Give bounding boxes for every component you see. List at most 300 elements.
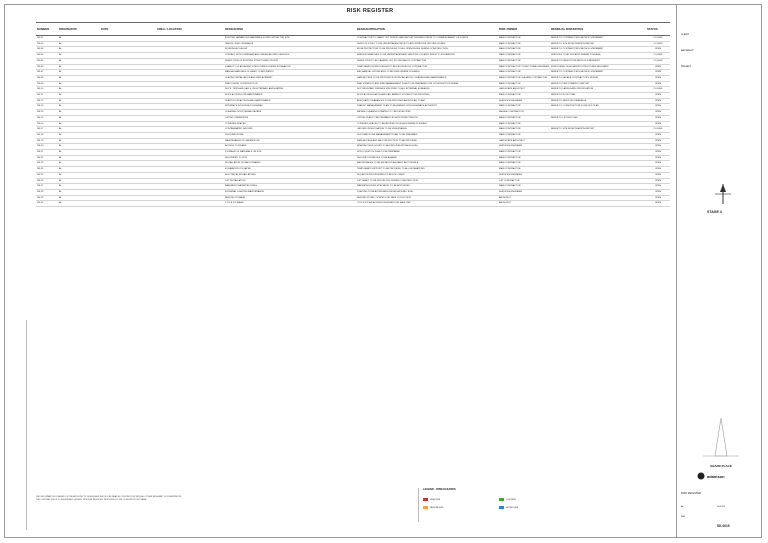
table-cell-area <box>156 173 224 178</box>
table-cell-date <box>100 150 156 155</box>
table-cell-risk: DUST AND NOISE <box>225 133 244 136</box>
table-cell-area <box>156 76 224 81</box>
table-cell-date <box>100 82 156 87</box>
table-cell-date <box>100 196 156 201</box>
table-cell-date <box>100 53 156 58</box>
table-cell-orig: AL <box>59 88 62 91</box>
table-cell-mitigation: RISER ACCESS DOORS TO BE PROVIDED AT EACH LEVEL <box>357 145 419 148</box>
table-cell-orig: AL <box>59 168 62 171</box>
table-cell-owner: LANDSCAPE ARCHITECT <box>499 139 526 142</box>
table-header <box>36 22 670 36</box>
table-cell-date <box>100 139 156 144</box>
table-cell-status: OPEN <box>654 111 662 114</box>
table-cell-status: OPEN <box>654 48 662 51</box>
table-cell-notes <box>550 190 646 195</box>
table-cell-date <box>100 47 156 52</box>
table-cell-mitigation: DESKTOP STUDY TO BE UNDERTAKEN PRIOR TO ANY INTRUSIVE GROUND WORKS <box>357 42 446 45</box>
table-cell-owner: MAIN CONTRACTOR <box>499 37 521 39</box>
project-name: SHARD PLACE <box>710 464 732 468</box>
table-cell-num: DR-18 <box>37 133 44 136</box>
table-cell-risk: LIFTING OPERATIONS <box>225 116 249 119</box>
project-label: PROJECT <box>681 66 692 68</box>
table-cell-notes <box>550 150 646 155</box>
table-cell-date <box>100 173 156 178</box>
title-block <box>676 4 763 538</box>
table-cell-owner: SERVICES ENGINEER <box>499 145 523 148</box>
table-cell-notes: REFER TO CONTRACTOR'S METHOD STATEMENT <box>551 37 604 39</box>
table-cell-risk: INSTALLATION OF BALUSTRADES <box>225 162 261 165</box>
table-cell-risk: CLEANING OF EXTERNAL FACADE <box>225 111 262 114</box>
legend-label: HIGH RISK <box>430 498 441 501</box>
table-cell-status: OPEN <box>654 82 662 85</box>
table-cell-num: DR-05 <box>37 59 44 62</box>
table-cell-date <box>100 42 156 47</box>
table-cell-mitigation: LIFT SHAFT TO BE PROTECTED DURING CONSTRUCTION <box>357 179 418 182</box>
table-cell-orig: AL <box>59 145 62 148</box>
table-cell-notes <box>550 167 646 172</box>
table-cell-risk: GLAZING INSTALLATION AND REPLACEMENT <box>225 76 273 79</box>
table-cell-risk: ACCESS TO RISERS <box>225 145 247 148</box>
table-cell-status: OPEN <box>654 145 662 148</box>
table-cell-status: OPEN <box>654 94 662 97</box>
table-cell-status: OPEN <box>654 65 662 68</box>
table-cell-area <box>156 133 224 138</box>
table-cell-owner: LANDSCAPE ARCHITECT <box>499 88 526 91</box>
client-block <box>681 34 759 41</box>
table-cell-orig: AL <box>59 71 62 74</box>
table-cell-status: OPEN <box>654 105 662 108</box>
legend-title: LEGEND - RISK/HAZARDS <box>423 488 456 491</box>
low-risk-swatch <box>499 498 504 501</box>
note-line: THIS INFORMATION IS BASED ON THE ARCHITECT'S DESIGN AND SHOULD BE READ IN CONJUNCTION WITH ALL OTHER RELEVANT DOCUMENTATION. <box>36 496 182 498</box>
table-cell-status: OPEN <box>654 185 662 188</box>
table-cell-owner: MAIN CONTRACTOR <box>499 82 521 85</box>
table-cell-notes: REFER TO FACADE CONTRACTOR'S DESIGN <box>551 76 599 79</box>
legend-item-low <box>499 498 516 501</box>
table-cell-num: DR-28 <box>37 190 44 193</box>
table-cell-date <box>100 76 156 81</box>
risk-register-table <box>36 22 670 207</box>
table-cell-mitigation: FACADE CLEANING STRATEGY TO BE DEVELOPED <box>357 111 411 114</box>
column-header: NUMBER <box>37 27 50 31</box>
table-cell-risk: STORAGE OF MATERIALS ON SITE <box>225 151 262 154</box>
table-cell-mitigation: REFUSE STORE LOCATED FOR SAFE COLLECTION <box>357 196 411 199</box>
table-cell-area <box>156 93 224 98</box>
table-cell-risk: PLANT ROOM ACCESS AND MAINTENANCE <box>225 99 271 102</box>
table-cell-orig: AL <box>59 105 62 108</box>
table-cell-orig: AL <box>59 111 62 114</box>
table-cell-num: DR-17 <box>37 128 44 131</box>
legend-item-noted <box>499 506 518 509</box>
table-cell-num: DR-02 <box>37 42 44 45</box>
table-cell-orig: AL <box>59 48 62 51</box>
table-cell-risk: ELECTRICAL INSTALLATIONS <box>225 173 256 176</box>
table-cell-area <box>156 59 224 64</box>
table-cell-status: OPEN <box>654 76 662 79</box>
legend-item-high <box>423 498 440 501</box>
table-cell-risk: CONTACT WITH OVERHEAD AND UNDERGROUND SERVICES <box>225 54 290 57</box>
table-cell-num: DR-16 <box>37 122 44 125</box>
column-header: AREA / LOCATION <box>157 27 182 31</box>
general-notes <box>36 496 406 502</box>
table-cell-date <box>100 190 156 195</box>
table-cell-area <box>156 87 224 92</box>
table-cell-date <box>100 201 156 206</box>
column-header: DESIGN MITIGATION <box>357 27 385 31</box>
table-cell-notes: REFER TO DEMOLITION METHOD STATEMENT <box>551 59 600 62</box>
table-cell-num: DR-21 <box>37 151 44 154</box>
table-cell-area <box>156 99 224 104</box>
table-cell-notes <box>550 110 646 115</box>
table-cell-orig: AL <box>59 173 62 176</box>
table-cell-risk: DELIVERIES TO SITE <box>225 156 247 159</box>
table-cell-num: DR-14 <box>37 111 44 114</box>
table-cell-date <box>100 167 156 172</box>
table-cell-num: DR-25 <box>37 173 44 176</box>
table-cell-mitigation: LIFTING PLAN TO BE PREPARED BY APPOINTED PERSON <box>357 116 418 119</box>
table-cell-area <box>156 53 224 58</box>
table-cell-area <box>156 139 224 144</box>
table-cell-num: DR-01 <box>37 37 44 39</box>
table-cell-notes <box>550 173 646 178</box>
table-cell-mitigation: SAFE ACCESS TO BE PROVIDED FOR INSTALLATION, CLEANING AND MAINTENANCE <box>357 76 447 79</box>
table-cell-notes <box>550 196 646 201</box>
revision-spine <box>6 320 27 530</box>
table-cell-area <box>156 127 224 132</box>
table-cell-num: DR-03 <box>37 48 44 51</box>
column-header: RISK OWNER <box>499 27 518 31</box>
table-cell-notes: REFER TO FIRE STRATEGY REPORT <box>551 82 590 85</box>
table-cell-date <box>100 156 156 161</box>
noted-risk-swatch <box>499 506 504 509</box>
table-cell-date <box>100 104 156 109</box>
table-cell-notes <box>550 179 646 184</box>
table-cell-owner: MAIN CONTRACTOR <box>499 122 521 125</box>
legend-item-medium <box>423 506 443 509</box>
table-cell-mitigation: CYCLE STORE ACCESS DESIGNED FOR SAFE USE <box>357 202 411 205</box>
legend <box>418 488 670 522</box>
table-cell-status: OPEN <box>654 156 662 159</box>
table-cell-area <box>156 42 224 47</box>
table-cell-date <box>100 116 156 121</box>
table-cell-mitigation: TRAFFIC MANAGEMENT PLAN TO BE AGREED WITH HIGHWAYS AUTHORITY <box>357 105 438 108</box>
table-cell-risk: CYCLE STORAGE <box>225 202 244 205</box>
table-cell-date <box>100 70 156 75</box>
table-cell-mitigation: CONTRACTOR TO CARRY OUT SURVEY AND REPORT FINDINGS PRIOR TO COMMENCEMENT OF WORKS <box>357 37 469 39</box>
table-cell-notes: MONITORING OF ADJACENT STRUCTURES REQUIRED <box>551 65 609 68</box>
table-cell-notes <box>550 184 646 189</box>
table-cell-owner: LIFT CONTRACTOR <box>499 179 520 182</box>
table-cell-mitigation: TEMPORARY SUPPORT TO BE PROVIDED TO ALL EXCAVATIONS <box>357 168 425 171</box>
architect-label: ARCHITECT <box>681 50 694 52</box>
table-cell-area <box>156 144 224 149</box>
table-cell-risk: FIRE DURING CONSTRUCTION <box>225 82 258 85</box>
table-cell-num: DR-09 <box>37 82 44 85</box>
table-cell-orig: AL <box>59 42 62 45</box>
table-cell-status: OPEN <box>654 116 662 119</box>
table-cell-status: OPEN <box>654 99 662 102</box>
table-cell-owner: SERVICES ENGINEER <box>499 173 523 176</box>
table-cell-notes: REFER TO LIFTING PLAN <box>551 116 578 119</box>
table-cell-mitigation: WATERPROOFING SPECIALIST TO BE APPOINTED <box>357 185 410 188</box>
table-cell-orig: AL <box>59 128 62 131</box>
table-cell-owner: FACADE CONTRACTOR <box>499 111 524 114</box>
drawn-by: AL <box>681 506 684 508</box>
table-cell-area <box>156 122 224 127</box>
table-cell-owner: MAIN CONTRACTOR <box>499 128 521 131</box>
table-cell-num: DR-23 <box>37 162 44 165</box>
table-cell-date <box>100 93 156 98</box>
table-cell-notes: REFER TO CONTRACTOR'S METHOD STATEMENT <box>551 71 604 74</box>
table-cell-date <box>100 99 156 104</box>
table-cell-area <box>156 116 224 121</box>
legend-label: LOW RISK <box>506 498 516 501</box>
column-header: STATUS <box>647 27 658 31</box>
note-line: THE CONTRACTOR IS TO REVIEW AND UPDATE THIS RISK REGISTER THROUGHOUT THE CONSTRUCTION PHASE. <box>36 499 147 501</box>
table-cell-num: DR-08 <box>37 76 44 79</box>
table-cell-num: DR-04 <box>37 54 44 57</box>
table-cell-mitigation: EDGE PROTECTION TO BE PROVIDED TO ALL OPEN EDGES DURING CONSTRUCTION <box>357 48 448 51</box>
table-cell-risk: REFUSE STORAGE <box>225 196 246 199</box>
table-cell-orig: AL <box>59 122 62 125</box>
table-cell-orig: AL <box>59 179 62 182</box>
table-cell-notes: REFER TO SITE INVESTIGATION REPORT <box>551 42 595 45</box>
table-cell-owner: MAIN CONTRACTOR <box>499 162 521 165</box>
table-cell-area <box>156 70 224 75</box>
drawing-title: RISK REGISTER <box>681 492 702 495</box>
table-cell-notes <box>550 201 646 206</box>
table-cell-num: DR-07 <box>37 71 44 74</box>
table-cell-mitigation: DELIVERY SCHEDULE TO BE AGREED <box>357 156 398 159</box>
column-header: ORIGINATOR <box>59 27 77 31</box>
table-cell-mitigation: ROOF ACCESS HATCH AND FALL ARREST SYSTEM TO BE PROVIDED <box>357 94 430 97</box>
table-cell-num: DR-15 <box>37 116 44 119</box>
company-logo <box>697 472 725 480</box>
table-cell-date <box>100 179 156 184</box>
column-header: RESIDUAL RISK/NOTES <box>551 27 584 31</box>
table-cell-mitigation: TEMPORARY WORKS DESIGN TO BE PROVIDED BY CONTRACTOR <box>357 65 428 68</box>
table-cell-orig: AL <box>59 133 62 136</box>
table-cell-notes: REFER TO CONSTRUCTION LOGISTICS PLAN <box>551 105 599 108</box>
table-cell-mitigation: SERVICE SEARCHES TO BE UNDERTAKEN AND SERVICES LOCATED PRIOR TO EXCAVATION <box>357 54 455 57</box>
medium-risk-swatch <box>423 506 428 509</box>
table-cell-orig: AL <box>59 196 62 199</box>
table-cell-area <box>156 179 224 184</box>
high-risk-swatch <box>423 498 428 501</box>
table-cell-status: OPEN <box>654 196 662 199</box>
table-cell-status: CLOSED <box>653 128 663 131</box>
table-cell-notes: SERVICES TO BE ISOLATED WHERE POSSIBLE <box>551 54 601 57</box>
north-arrow-icon <box>713 182 733 206</box>
table-cell-notes <box>550 161 646 166</box>
table-cell-area <box>156 196 224 201</box>
column-header: DATE <box>101 27 109 31</box>
table-cell-mitigation: CONFINED SPACES TO BE AVOIDED IN DESIGN WHERE POSSIBLE <box>357 122 427 125</box>
table-cell-risk: STABILITY OF ADJACENT STRUCTURES DURING EXCAVATION <box>225 65 291 68</box>
table-cell-notes <box>550 156 646 161</box>
table-cell-num: DR-26 <box>37 179 44 182</box>
table-cell-owner: MAIN CONTRACTOR <box>499 168 521 171</box>
table-cell-status: OPEN <box>654 71 662 74</box>
table-cell-risk: UNEXPLODED ORDNANCE <box>225 42 254 45</box>
table-cell-status: OPEN <box>654 179 662 182</box>
table-cell-date <box>100 87 156 92</box>
table-cell-owner: MAIN CONTRACTOR <box>499 71 521 74</box>
table-cell-mitigation: SLIP RESISTANT FINISHES SPECIFIED TO ALL EXTERNAL SURFACES <box>357 88 430 91</box>
drawing-number: SK-0015 <box>717 524 730 528</box>
table-cell-owner: MAIN CONTRACTOR <box>499 133 521 136</box>
table-cell-risk: MAINTENANCE OF GREEN ROOF <box>225 139 260 142</box>
table-cell-risk: SLIPS, TRIPS AND FALLS ON EXTERNAL LANDSCAPING <box>225 88 284 91</box>
table-cell-notes: REFER TO SITE INVESTIGATION REPORT <box>551 128 595 131</box>
table-cell-area <box>156 184 224 189</box>
table-cell-mitigation: ISOLATION PROCEDURES TO BE FOLLOWED <box>357 173 405 176</box>
table-cell-owner: MAIN CONTRACTOR / STRUCTURAL ENGINEER <box>499 65 549 68</box>
table-cell-risk: ROOF ACCESS FOR MAINTENANCE <box>225 94 263 97</box>
table-cell-orig: AL <box>59 139 62 142</box>
table-cell-mitigation: DUST AND NOISE MANAGEMENT PLAN TO BE PREPARED <box>357 133 418 136</box>
table-cell-orig: AL <box>59 82 62 85</box>
table-cell-status: OPEN <box>654 151 662 154</box>
table-cell-mitigation: FIRE STRATEGY AND FIRE MANAGEMENT PLAN TO BE PREPARED FOR CONSTRUCTION PHASE <box>357 82 459 85</box>
table-cell-status: OPEN <box>654 133 662 136</box>
table-cell-area <box>156 150 224 155</box>
table-cell-date <box>100 65 156 70</box>
drawing-date: 04.2019 <box>717 506 725 508</box>
table-cell-notes: REFER TO LANDSCAPE SPECIFICATION <box>551 88 594 91</box>
table-cell-date <box>100 110 156 115</box>
table-cell-notes <box>550 144 646 149</box>
company-name: adamson <box>707 473 725 479</box>
table-cell-num: DR-13 <box>37 105 44 108</box>
table-cell-notes <box>550 122 646 127</box>
table-cell-num: DR-29 <box>37 196 44 199</box>
table-cell-risk: MANUAL HANDLING OF HEAVY COMPONENTS <box>225 71 274 74</box>
architect-block <box>681 50 759 57</box>
table-cell-mitigation: DEMOLITION TO BE CARRIED OUT BY SPECIALIST CONTRACTOR <box>357 59 427 62</box>
legend-label: NOTED RISK <box>506 506 519 509</box>
table-cell-area <box>156 65 224 70</box>
building-sketch-icon <box>693 414 749 460</box>
table-cell-num: DR-12 <box>37 99 44 102</box>
table-cell-date <box>100 144 156 149</box>
table-cell-mitigation: SAFE ACCESS AND FALL PROTECTION TO BE PROVIDED <box>357 139 418 142</box>
table-cell-orig: AL <box>59 162 62 165</box>
table-cell-num: DR-10 <box>37 88 44 91</box>
table-cell-mitigation: BALUSTRADES TO BE INSTALLED AS EARLY AS POSSIBLE <box>357 162 419 165</box>
table-cell-area <box>156 110 224 115</box>
table-cell-orig: AL <box>59 151 62 154</box>
client-label: CLIENT <box>681 34 689 36</box>
drawing-scale: N/A <box>681 516 685 518</box>
table-cell-orig: AL <box>59 76 62 79</box>
table-cell-area <box>156 104 224 109</box>
table-cell-owner: MAIN CONTRACTOR / FACADE CONTRACTOR <box>499 76 548 79</box>
table-cell-status: OPEN <box>654 122 662 125</box>
table-cell-status: OPEN <box>654 162 662 165</box>
column-header: DESIGN RISK <box>225 27 244 31</box>
table-cell-owner: SERVICES ENGINEER <box>499 99 523 102</box>
table-cell-risk: WORKING AT HEIGHT <box>225 48 248 51</box>
table-cell-owner: MAIN CONTRACTOR <box>499 59 521 62</box>
table-cell-area <box>156 47 224 52</box>
table-body <box>36 36 670 207</box>
table-cell-status: OPEN <box>654 202 662 205</box>
table-row <box>36 201 670 207</box>
table-cell-num: DR-06 <box>37 65 44 68</box>
table-cell-num: DR-20 <box>37 145 44 148</box>
table-cell-orig: AL <box>59 59 62 62</box>
stage-label: STAGE 4 <box>707 210 722 214</box>
table-cell-risk: BASEMENT WATERPROOFING <box>225 185 257 188</box>
table-cell-owner: ARCHITECT <box>499 202 512 205</box>
table-cell-orig: AL <box>59 156 62 159</box>
table-cell-mitigation: ADEQUATE CLEARANCES TO BE PROVIDED AROUND ALL PLANT <box>357 99 426 102</box>
table-cell-risk: EXISTING HAZARDOUS MATERIALS FOUND WITHIN THE SITE <box>225 37 290 39</box>
table-cell-date <box>100 36 156 41</box>
table-cell-status: CLOSED <box>653 54 663 57</box>
table-cell-status: CLOSED <box>653 42 663 45</box>
table-cell-area <box>156 82 224 87</box>
table-cell-date <box>100 127 156 132</box>
table-cell-orig: AL <box>59 185 62 188</box>
table-cell-status: OPEN <box>654 139 662 142</box>
table-cell-status: CLOSED <box>653 37 663 39</box>
table-cell-num: DR-19 <box>37 139 44 142</box>
table-cell-area <box>156 36 224 41</box>
table-cell-notes: REFER TO ROOF PLAN <box>551 94 576 97</box>
table-cell-owner: MAIN CONTRACTOR <box>499 156 521 159</box>
adamson-logo-icon <box>697 472 705 480</box>
table-cell-area <box>156 201 224 206</box>
table-cell-area <box>156 190 224 195</box>
table-cell-owner: MAIN CONTRACTOR <box>499 42 521 45</box>
table-cell-owner: MAIN CONTRACTOR <box>499 48 521 51</box>
table-cell-area <box>156 167 224 172</box>
table-cell-mitigation: MECHANICAL LIFTING AIDS TO BE USED WHERE POSSIBLE <box>357 71 420 74</box>
table-cell-owner: ARCHITECT <box>499 196 512 199</box>
table-cell-date <box>100 184 156 189</box>
table-cell-date <box>100 133 156 138</box>
table-cell-orig: AL <box>59 190 62 193</box>
table-cell-area <box>156 161 224 166</box>
table-cell-status: OPEN <box>654 168 662 171</box>
table-cell-mitigation: SITE LOGISTICS PLAN TO BE PREPARED <box>357 151 401 154</box>
table-cell-orig: AL <box>59 94 62 97</box>
table-cell-orig: AL <box>59 65 62 68</box>
table-cell-num: DR-22 <box>37 156 44 159</box>
table-cell-num: DR-11 <box>37 94 44 97</box>
table-cell-orig: AL <box>59 37 62 39</box>
table-cell-num: DR-24 <box>37 168 44 171</box>
table-cell-risk: EXTERNAL LIGHTING MAINTENANCE <box>225 190 264 193</box>
table-cell-notes: REFER TO CONTRACTOR'S METHOD STATEMENT <box>551 48 604 51</box>
table-cell-owner: MAIN CONTRACTOR <box>499 185 521 188</box>
table-cell-owner: MAIN CONTRACTOR <box>499 105 521 108</box>
project-block <box>681 66 759 73</box>
table-cell-risk: EXCAVATION COLLAPSE <box>225 168 251 171</box>
table-cell-owner: SERVICES ENGINEER <box>499 190 523 193</box>
table-cell-notes: REFER TO SERVICES DRAWINGS <box>551 99 587 102</box>
table-cell-notes <box>550 133 646 138</box>
table-cell-risk: CONFINED SPACES <box>225 122 246 125</box>
table-cell-notes <box>550 139 646 144</box>
table-cell-orig: AL <box>59 54 62 57</box>
table-cell-status: CLOSED <box>653 59 663 62</box>
table-cell-owner: MAIN CONTRACTOR <box>499 116 521 119</box>
table-cell-orig: AL <box>59 99 62 102</box>
table-cell-risk: LIFT INSTALLATION <box>225 179 246 182</box>
